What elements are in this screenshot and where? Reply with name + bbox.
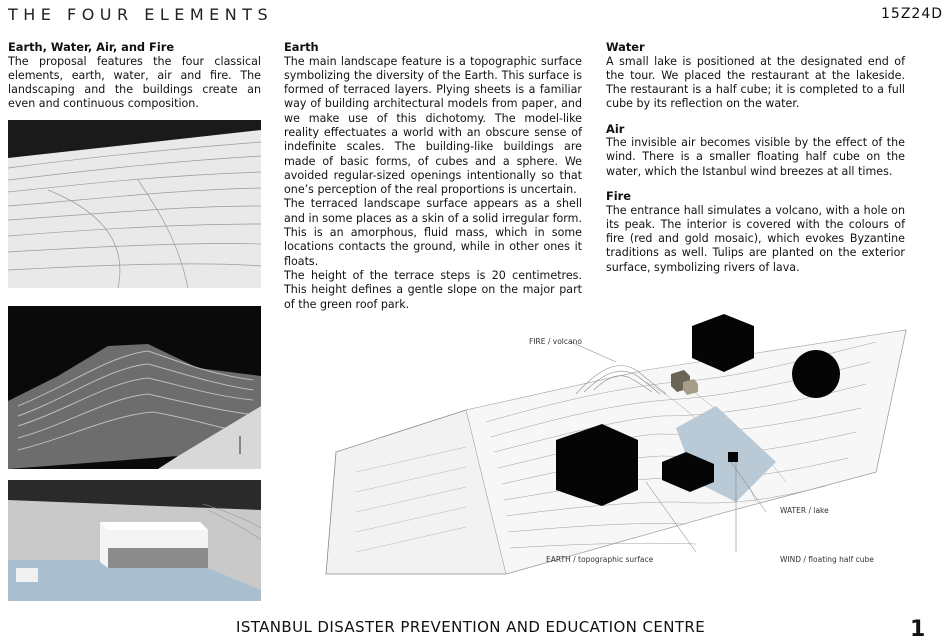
volcano-model-image: [8, 306, 261, 469]
intro-heading: Earth, Water, Air, and Fire: [8, 40, 175, 54]
fire-heading: Fire: [606, 189, 632, 204]
restaurant-cube-photo: [8, 480, 261, 601]
callout-earth: EARTH / topographic surface: [546, 555, 654, 564]
water-text: A small lake is positioned at the designated end of the tour. We placed the restaurant at the lakeside. The restaurant is a half cube; it is completed to a full cube by its reflection on the water.: [606, 54, 905, 111]
volcano-model-photo: [8, 306, 261, 469]
terrace-model-photo: [8, 120, 261, 288]
earth-paragraph-1: The main landscape feature is a topographic surface symbolizing the diversity of the Earth. This surface is formed of terraced layers. Plying sheets is a familiar way of building architectural models from paper, and we make use of this dichotomy. The model-like reality effectuates a world with an obscure sense of indefinite scales. The building-like buildings are made of basic forms, of cubes and a sphere. We avoided regular-sized openings intentionally so that one’s perception of the real proportions is uncertain.: [284, 54, 582, 197]
page-number: 1: [910, 617, 926, 642]
air-text: The invisible air becomes visible by the effect of the wind. There is a smaller floating half cube on the water, which the Istanbul wind breezes at all times.: [606, 136, 905, 178]
intro-section: [8, 40, 261, 112]
air-heading: Air: [606, 121, 625, 136]
earth-paragraph-2: The terraced landscape surface appears as a shell and in some places as a skin of a solid irregular form. This is an amorphous, fluid mass, which in some locations contacts the ground, while in other ones it floats.: [284, 197, 582, 268]
callout-water: WATER / lake: [780, 506, 829, 515]
water-heading: Water: [606, 40, 645, 54]
earth-heading: Earth: [284, 40, 319, 54]
fire-text: The entrance hall simulates a volcano, with a hole on its peak. The interior is covered with the colours of fire (red and gold mosaic), which evokes Byzantine traditions as well. Tulips are planted on the exterior surface, symbolizing rivers of lava.: [606, 203, 905, 274]
entry-code: 15Z24D: [881, 6, 943, 22]
intro-text: The proposal features the four classical elements, earth, water, air and fire. The landscaping and the buildings create an even and continuous composition.: [8, 54, 261, 111]
callout-wind: WIND / floating half cube: [780, 555, 874, 564]
terrace-model-image: [8, 120, 261, 288]
earth-paragraph-3: The height of the terrace steps is 20 centimetres. This height defines a gentle slope on the major part of the green roof park.: [284, 268, 582, 311]
project-title: ISTANBUL DISASTER PREVENTION AND EDUCATION CENTRE: [236, 618, 706, 636]
water-air-fire-section: [606, 40, 905, 275]
callout-fire: FIRE / volcano: [529, 337, 582, 346]
earth-section: [284, 40, 582, 312]
site-axonometric-diagram: [316, 312, 908, 576]
restaurant-cube-image: [8, 480, 261, 601]
sheet-title: THE FOUR ELEMENTS: [8, 5, 274, 24]
axonometric-drawing: [316, 312, 908, 576]
